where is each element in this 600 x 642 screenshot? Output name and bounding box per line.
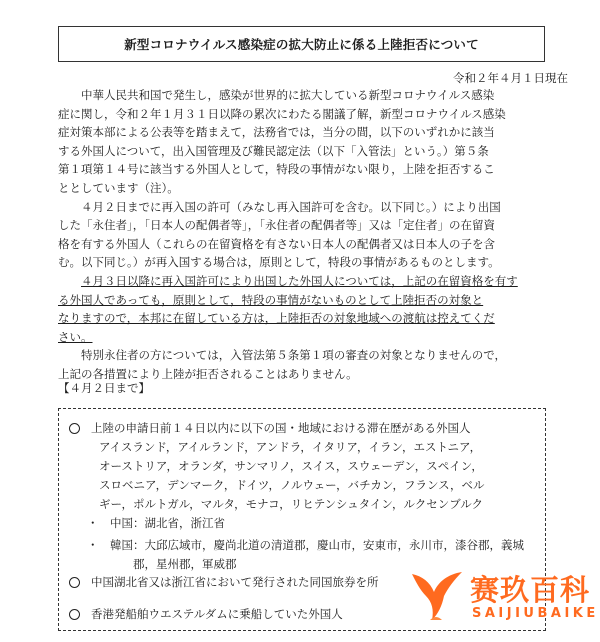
circle-bullet-icon xyxy=(69,423,80,434)
paragraph-line: 症対策本部による公表等を踏まえて，法務省では，当分の間，以下のいずれかに該当 xyxy=(58,125,495,140)
region-line-korea: ・ 韓国：大邱広域市，慶尚北道の清道郡，慶山市，安東市，永川市，漆谷郡，義城 xyxy=(87,538,524,552)
country-line: スロベニア，デンマーク，ドイツ，ノルウェー，バチカン，フランス，ベル xyxy=(99,478,485,492)
paragraph-line: さい。 xyxy=(58,329,93,344)
watermark-logo xyxy=(408,562,598,638)
paragraph-line: なりますので，本邦に在留している方は，上陸拒否の対象地域への渡航は控えてくだ xyxy=(58,311,495,326)
paragraph-line: ととしています（注）。 xyxy=(58,180,179,195)
paragraph-line: 症に関し，令和２年１月３１日以降の累次にわたる閣議了解，新型コロナウイルス感染 xyxy=(58,106,506,121)
document-date: 令和２年４月１日現在 xyxy=(453,71,568,85)
country-line: オーストリア，オランダ，サンマリノ，スイス，スウェーデン，スペイン， xyxy=(99,459,483,473)
list-item-3: 香港発船舶ウエステルダムに乗船していた外国人 xyxy=(91,607,343,621)
circle-bullet-icon xyxy=(69,577,80,588)
paragraph-1 xyxy=(58,86,558,198)
paragraph-3-underlined xyxy=(58,272,558,346)
country-line: ギー，ポルトガル，マルタ，モナコ，リヒテンシュタイン，ルクセンブルク xyxy=(99,497,484,511)
watermark-name-cn: 赛玖百科 xyxy=(470,573,591,607)
circle-bullet-icon xyxy=(69,609,80,620)
watermark-name-en: SAIJIUBAIKE xyxy=(472,606,599,621)
paragraph-line: ４月３日以降に再入国許可により出国した外国人については，上記の在留資格を有す xyxy=(81,273,518,288)
paragraph-line: 特別永住者の方については，入管法第５条第１項の審査の対象となりませんので， xyxy=(81,348,507,363)
title-text: 新型コロナウイルス感染症の拡大防止に係る上陸拒否について xyxy=(124,37,479,52)
paragraph-line: した「永住者」，「日本人の配偶者等」，「永住者の配偶者等」又は「定住者」の在留資 xyxy=(58,218,495,233)
paragraph-line: 第１項第１４号に該当する外国人として，特段の事情がない限り，上陸を拒否するこ xyxy=(58,162,495,177)
country-list xyxy=(99,438,484,514)
list-item-2: 中国湖北省又は浙江省において発行された同国旅券を所 xyxy=(91,575,379,589)
paragraph-line: 中華人民共和国で発生し，感染が世界的に拡大している新型コロナウイルス感染 xyxy=(81,88,495,102)
paragraph-line: る外国人であっても，原則として，特段の事情がないものとして上陸拒否の対象と xyxy=(58,292,484,307)
paragraph-line: む。以下同じ。）が再入国する場合は，原則として，特段の事情があるものとします。 xyxy=(58,255,500,270)
document-body xyxy=(58,86,558,384)
whale-tail-logo-icon xyxy=(408,566,466,624)
document-title xyxy=(58,26,545,62)
paragraph-line: 上記の各措置により上陸が拒否されることはありません。 xyxy=(58,366,358,381)
paragraph-line: ４月２日までに再入国の許可（みなし再入国許可を含む。以下同じ。）により出国 xyxy=(81,199,501,214)
country-line: アイスランド，アイルランド，アンドラ，イタリア，イラン，エストニア， xyxy=(99,440,482,454)
region-line-china: ・ 中国：湖北省，浙江省 xyxy=(87,516,225,530)
region-line-korea-cont: 郡，星州郡，軍威郡 xyxy=(87,557,237,571)
paragraph-4 xyxy=(58,346,558,383)
paragraph-2 xyxy=(58,198,558,272)
section-label: 【４月２日まで】 xyxy=(58,381,150,395)
paragraph-line: する外国人について，出入国管理及び難民認定法（以下「入管法」という。）第５条 xyxy=(58,143,489,158)
list-item-1: 上陸の申請日前１４日以内に以下の国・地域における滞在歴がある外国人 xyxy=(91,421,471,435)
paragraph-line: 格を有する外国人（これらの在留資格を有さない日本人の配偶者又は日本人の子を含 xyxy=(58,236,495,251)
